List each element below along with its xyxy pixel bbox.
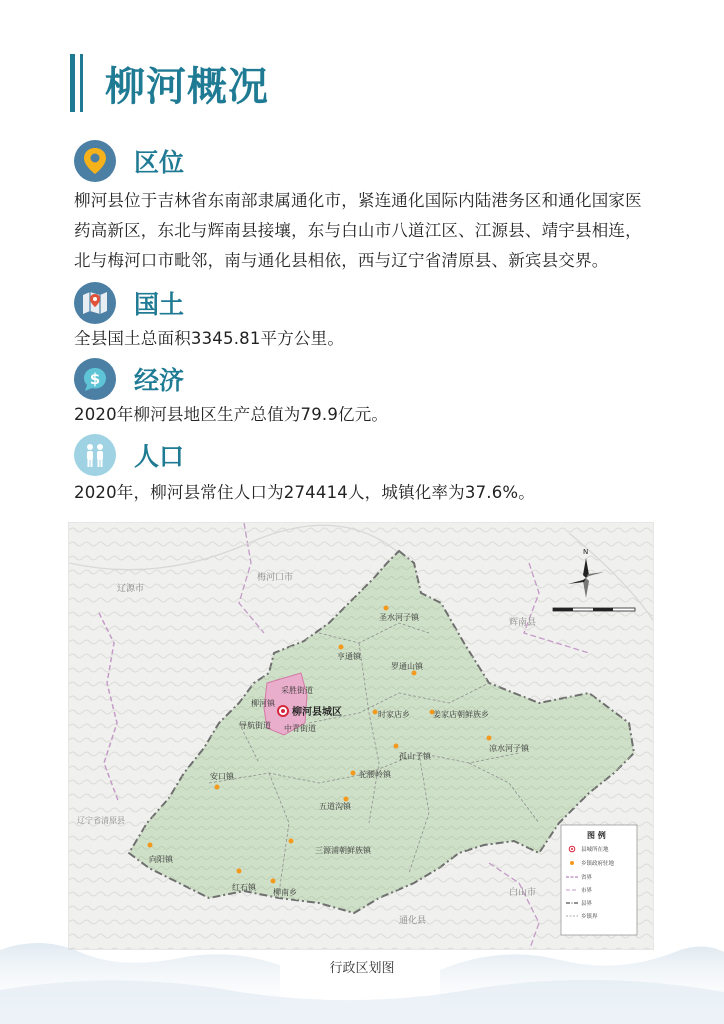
neighbor-label: 梅河口市	[257, 573, 294, 583]
section-location-header	[74, 140, 184, 182]
scale-bar	[553, 608, 635, 611]
section-population-header	[74, 434, 184, 476]
map-caption: 行政区划图	[329, 961, 395, 976]
administrative-map	[68, 522, 654, 950]
section-economy-header	[74, 358, 184, 400]
town-marker	[487, 736, 492, 741]
town-marker	[289, 839, 294, 844]
neighbor-label: 辽源市	[117, 584, 145, 594]
map-legend	[561, 825, 637, 935]
neighbor-label: 辽宁省清原县	[77, 816, 125, 825]
location-pin-icon	[74, 140, 116, 182]
town-label: 安口镇	[210, 772, 234, 781]
town-label: 红石镇	[232, 883, 256, 892]
town-label: 圣水河子镇	[379, 613, 419, 622]
town-label: 向阳镇	[149, 855, 173, 864]
section-title: 人口	[134, 442, 185, 471]
section-title: 区位	[134, 148, 185, 177]
town-label: 中青街道	[284, 724, 316, 733]
section-title: 国土	[134, 290, 185, 319]
dollar-chat-icon	[74, 358, 116, 400]
county-seat-dot	[281, 709, 285, 713]
county-seat-label: 柳河县城区	[292, 707, 342, 718]
page-header	[70, 52, 269, 114]
town-label: 凉水河子镇	[489, 744, 529, 753]
title-accent-bar-thin	[80, 54, 83, 112]
town-marker	[412, 671, 417, 676]
town-marker	[344, 797, 349, 802]
town-label: 柳南乡	[273, 888, 297, 897]
town-label: 柳河镇	[251, 699, 275, 708]
section-population-text: 2020年，柳河县常住人口为274414人，城镇化率为37.6%。	[74, 483, 535, 502]
legend-title: 图 例	[587, 831, 606, 840]
town-label: 姜家店朝鲜族乡	[433, 710, 489, 719]
legend-item: 市界	[581, 888, 593, 894]
town-marker	[237, 869, 242, 874]
svg-text:$: $	[89, 370, 101, 388]
section-land-header	[74, 282, 184, 324]
legend-item: 县城所在地	[581, 847, 609, 853]
town-marker	[373, 710, 378, 715]
town-label: 时家店乡	[378, 710, 410, 719]
legend-item: 省界	[581, 875, 593, 881]
section-economy-text: 2020年柳河县地区生产总值为79.9亿元。	[74, 405, 389, 424]
town-label: 罗通山镇	[391, 662, 423, 671]
town-label: 驼腰岭镇	[359, 770, 391, 779]
town-marker	[394, 744, 399, 749]
legend-item: 县界	[581, 901, 593, 907]
town-label: 采胜街道	[281, 686, 313, 695]
town-marker	[271, 879, 276, 884]
section-title: 经济	[134, 366, 185, 395]
north-label: N	[583, 548, 589, 556]
town-label: 三源浦朝鲜族镇	[315, 846, 371, 855]
legend-item: 乡镇政府驻地	[581, 861, 615, 867]
title-accent-bar	[70, 54, 75, 112]
neighbor-label: 通化县	[399, 916, 427, 926]
town-label: 导航街道	[239, 721, 271, 730]
town-marker	[215, 785, 220, 790]
section-land-text: 全县国土总面积3345.81平方公里。	[74, 329, 345, 348]
town-label: 亨通镇	[337, 652, 361, 661]
town-marker	[148, 843, 153, 848]
neighbor-label: 白山市	[509, 888, 537, 898]
town-label: 孤山子镇	[399, 752, 431, 761]
town-marker	[351, 771, 356, 776]
legend-item: 乡镇界	[581, 914, 598, 920]
people-icon	[74, 434, 116, 476]
page-title: 柳河概况	[105, 63, 269, 110]
town-marker	[384, 606, 389, 611]
section-location-text: 柳河县位于吉林省东南部隶属通化市，紧连通化国际内陆港务区和通化国家医药高新区，东北与辉南县接壤，东与白山市八道江区、江源县、靖宇县相连，北与梅河口市毗邻，南与通化县相依，西与辽宁省清原县、新宾县交界。	[74, 191, 642, 270]
town-label: 五道沟镇	[319, 802, 351, 811]
map-icon	[74, 282, 116, 324]
town-marker	[339, 645, 344, 650]
neighbor-label: 辉南县	[509, 618, 537, 628]
